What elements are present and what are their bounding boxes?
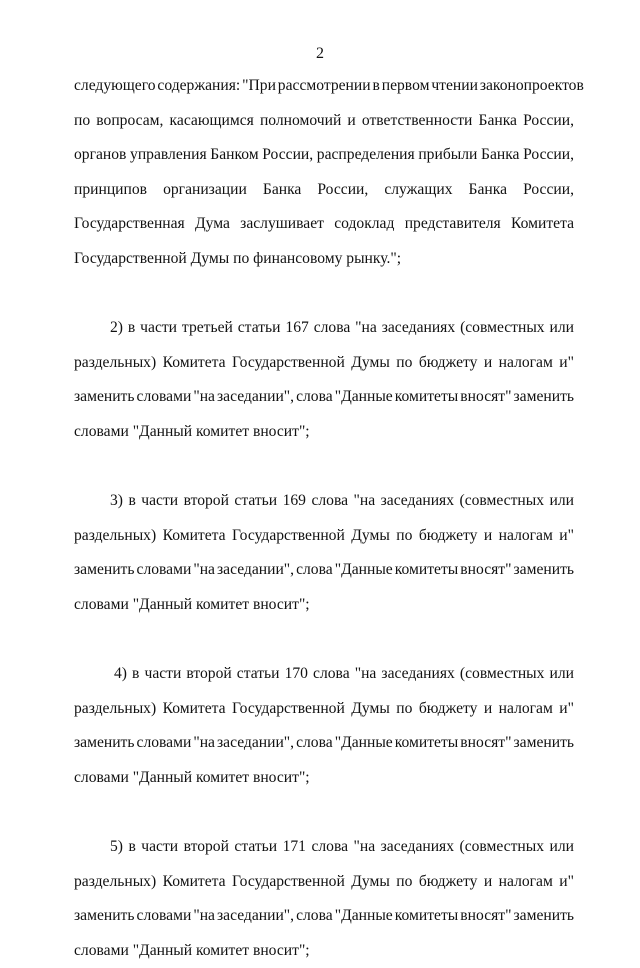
paragraph-gap	[74, 623, 574, 658]
text-line: 4) в части второй статьи 170 слова "на заседаниях (совместных или	[114, 665, 574, 683]
text-line: 3) в части второй статьи 169 слова "на заседаниях (совместных или	[110, 492, 574, 510]
text-line: раздельных) Комитета Государственной Думы по бюджету и налогам и"	[74, 526, 574, 544]
document-body	[74, 69, 584, 968]
paragraph-gap	[74, 277, 574, 312]
text-line: словами "Данный комитет вносит";	[74, 941, 310, 959]
text-line: по вопросам, касающимся полномочий и ответственности Банка России,	[74, 111, 574, 129]
text-line: 5) в части второй статьи 171 слова "на заседаниях (совместных или	[110, 838, 574, 856]
page-number: 2	[316, 45, 324, 62]
text-line: раздельных) Комитета Государственной Думы по бюджету и налогам и"	[74, 699, 574, 717]
text-line: заменить словами "на заседании", слова "Данные комитеты вносят" заменить	[74, 388, 574, 406]
text-line: словами "Данный комитет вносит";	[74, 768, 310, 786]
text-line: словами "Данный комитет вносит";	[74, 595, 310, 613]
text-line: Государственная Дума заслушивает содоклад представителя Комитета	[74, 215, 574, 233]
text-line: принципов организации Банка России, служащих Банка России,	[74, 180, 574, 198]
text-line: раздельных) Комитета Государственной Думы по бюджету и налогам и"	[74, 353, 574, 371]
text-line: заменить словами "на заседании", слова "Данные комитеты вносят" заменить	[74, 734, 574, 752]
paragraph-gap	[74, 795, 574, 830]
text-line: заменить словами "на заседании", слова "Данные комитеты вносят" заменить	[74, 907, 574, 925]
text-line: Государственной Думы по финансовому рынку.";	[74, 249, 402, 267]
text-line: следующего содержания: "При рассмотрении в первом чтении законопроектов	[74, 77, 584, 94]
paragraph-gap	[74, 450, 574, 485]
text-line: словами "Данный комитет вносит";	[74, 422, 310, 440]
text-line: органов управления Банком России, распределения прибыли Банка России,	[74, 146, 574, 164]
text-line: 2) в части третьей статьи 167 слова "на заседаниях (совместных или	[110, 319, 574, 337]
text-line: раздельных) Комитета Государственной Думы по бюджету и налогам и"	[74, 872, 574, 890]
text-line: заменить словами "на заседании", слова "Данные комитеты вносят" заменить	[74, 561, 574, 579]
